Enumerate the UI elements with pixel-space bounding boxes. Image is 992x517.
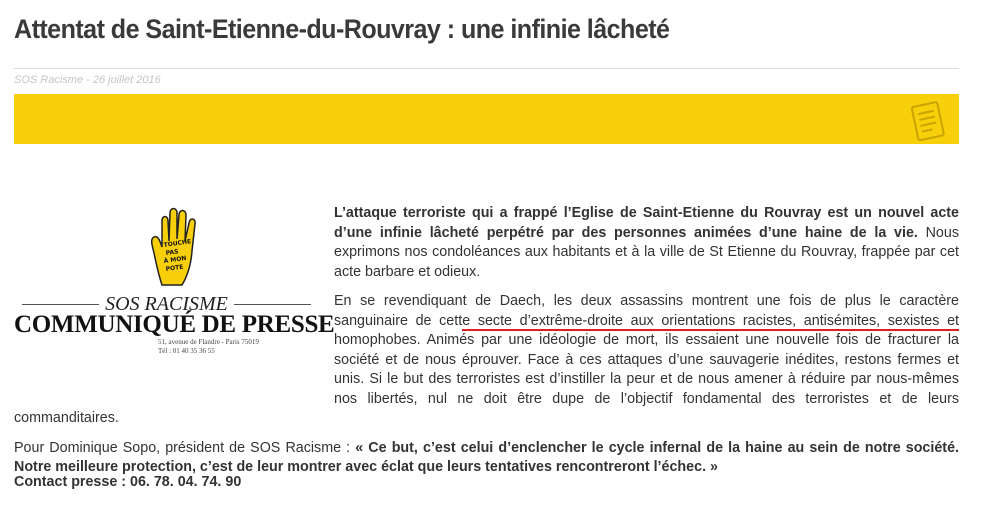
paragraph-1-bold: L’attaque terroriste qui a frappé l’Eglise de Saint-Etienne du Rouvray est un nouvel acte d’une infinie lâcheté perpétré par des personnes animées d’une haine de la vie. bbox=[334, 205, 959, 241]
logo-float-space bbox=[14, 204, 334, 394]
article-title: Attentat de Saint-Etienne-du-Rouvray : une infinie lâcheté bbox=[14, 14, 670, 44]
title-divider bbox=[14, 68, 959, 69]
article-meta: SOS Racisme - 26 juillet 2016 bbox=[14, 74, 161, 86]
press-contact: Contact presse : 06. 78. 04. 74. 90 bbox=[14, 474, 242, 490]
highlighted-phrase: e secte d’extrême-droite aux orientations racistes, antisémites, sexistes et bbox=[462, 312, 959, 329]
yellow-banner bbox=[14, 94, 959, 144]
hand-text-2: PAS bbox=[165, 248, 179, 257]
quote: « Ce but, c’est celui d’enclencher le cycle infernal de la haine au sein de notre société. Notre meilleure protection, c’est de leur montrer avec éclat que leurs tentatives rencontreront l’échec. » bbox=[14, 439, 959, 475]
address-line-2: Tél : 01 40 35 36 55 bbox=[158, 347, 215, 355]
hand-text-1: TOUCHE bbox=[163, 238, 192, 249]
address-line-1: 51, avenue de Flandre - Paris 75019 bbox=[158, 338, 259, 346]
hand-text-4: POTE bbox=[165, 263, 184, 273]
paragraph-2-rest: homophobes. Animés par une idéologie de mort, ils essaient une nouvelle fois de fracturer la société et de nous éprouver. Face à ces attaques d’une sauvagerie inédites, restons fermes et unis. Si le but des terroristes est d’instiller la peur et de nous amener à réduire par nous-mêmes nos libertés, nul ne doit être dupe de l’objectif fondamental des terroristes et de leurs commanditaires. bbox=[14, 332, 959, 426]
paragraph-3-start: Pour Dominique Sopo, président de SOS Racisme : bbox=[14, 439, 356, 456]
document-icon bbox=[905, 98, 953, 144]
paragraph-1-rest: Nous exprimons nos condoléances aux habitants et à la ville de St Etienne du Rouvray, frappée par cet acte barbare et odieux. bbox=[334, 224, 959, 280]
org-name-text: SOS RACISME bbox=[99, 293, 234, 315]
article-body bbox=[14, 204, 959, 488]
hand-text-3: À MON bbox=[163, 254, 187, 265]
paragraph-3 bbox=[14, 439, 959, 478]
press-label: COMMUNIQUÉ DE PRESSE bbox=[14, 311, 335, 338]
paragraph-2-start: En se revendiquant de Daech, les deux assassins montrent une fois de plus le caractère sanguinaire de cett bbox=[334, 293, 959, 329]
